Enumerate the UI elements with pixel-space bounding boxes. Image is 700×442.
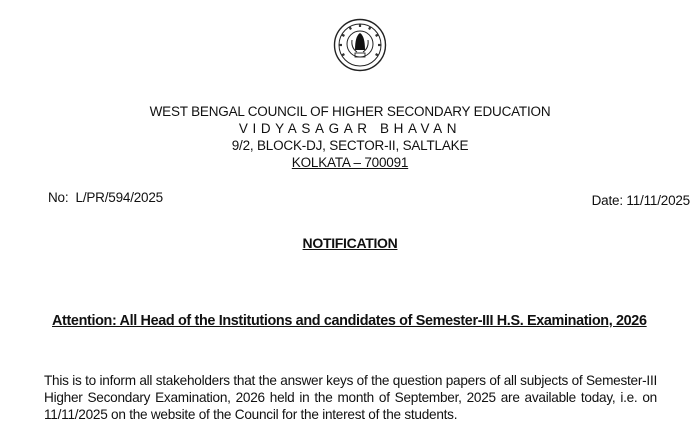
wbchse-emblem-icon	[333, 18, 387, 72]
notice-title: NOTIFICATION	[302, 235, 398, 251]
building-name: VIDYASAGAR BHAVAN	[238, 121, 462, 136]
city-pincode: KOLKATA – 700091	[291, 155, 409, 170]
notice-date: Date: 11/11/2025	[591, 193, 690, 208]
notice-body: This is to inform all stakeholders that the answer keys of the question papers of all subjects of Semester-III Higher Secondary Examination, 2026 held in the month of September, 2025 are available today, i.e. on 11/11/2025 on the website of the Council for the interest of the students.	[44, 373, 657, 422]
reference-number: No: L/PR/594/2025	[48, 190, 163, 205]
letterhead	[0, 103, 700, 171]
attention-line: Attention: All Head of the Institutions and candidates of Semester-III H.S. Examination, 2026	[52, 313, 647, 329]
address-line: 9/2, BLOCK-DJ, SECTOR-II, SALTLAKE	[231, 138, 469, 153]
organization-name: WEST BENGAL COUNCIL OF HIGHER SECONDARY EDUCATION	[149, 104, 551, 119]
